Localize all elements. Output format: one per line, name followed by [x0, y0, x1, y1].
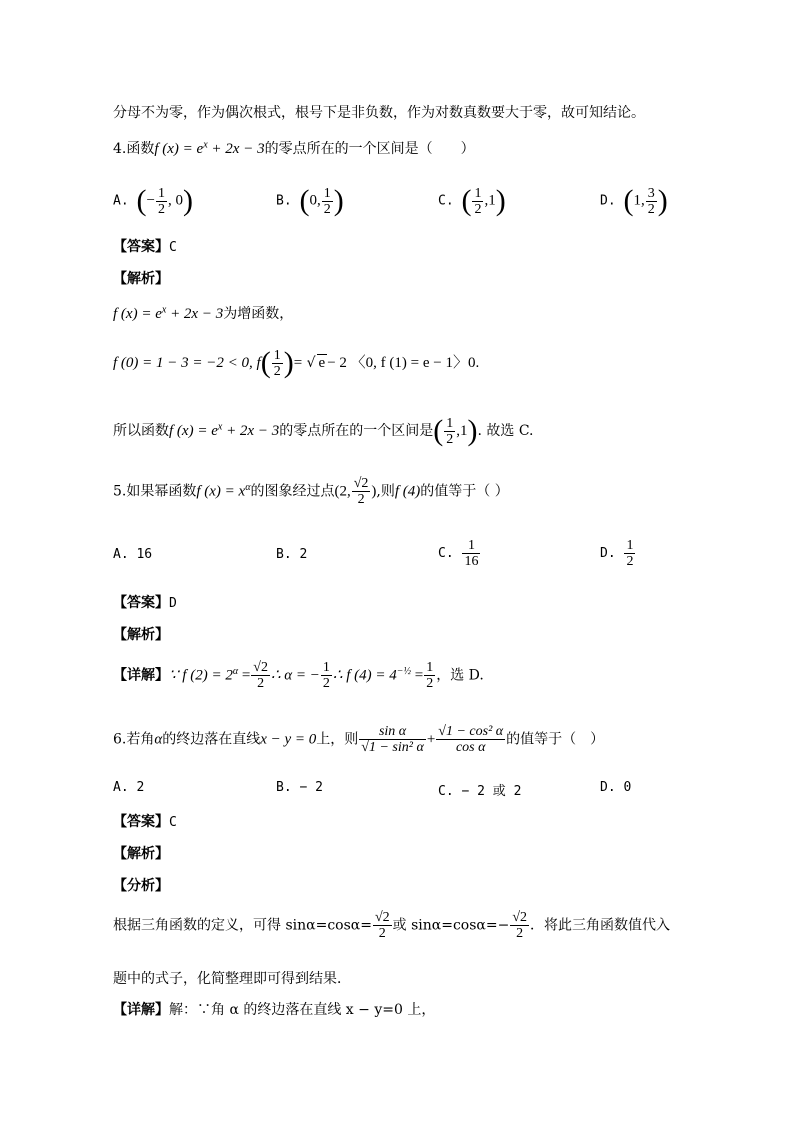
option-label: D.	[600, 193, 616, 209]
q6-option-c: C. − 2 或 2	[438, 784, 522, 799]
q5-option-c: C. $\frac{1}{16}$	[438, 538, 479, 569]
q5-option-a: A. 16	[113, 547, 153, 562]
q4-exponent: x	[203, 139, 208, 151]
fraction: $\frac{1}{2}$	[157, 185, 165, 217]
q4-option-c: C. ( $\frac{1}{2}$ ,1)	[438, 184, 506, 217]
q4-analysis-3: 所以函数f $(x) = e^x + 2x - 3$的零点所在的一个区间是( $\frac{1}{2}$ ,1). 故选 C.	[113, 414, 534, 447]
fraction: $\frac{√2}{2}$	[253, 660, 268, 691]
q6-option-a: A. 2	[113, 780, 145, 795]
q5-option-d: D. $\frac{1}{2}$	[600, 538, 634, 569]
fraction: $\frac{√2}{2}$	[374, 910, 390, 941]
fraction: $\frac{\text{sin α}}{\text{√1 − sin² α}}$	[361, 724, 424, 755]
question-4	[113, 138, 475, 158]
q4-option-d: D. (1, $\frac{3}{2}$ )	[600, 184, 668, 217]
q6-option-b: B. − 2	[276, 780, 323, 795]
option-text: 0,	[309, 192, 321, 209]
fraction: $\frac{1}{2}$	[273, 347, 281, 379]
option-label: A.	[113, 193, 129, 209]
q6-detail: 【详解】解：∵角 α 的终边落在直线 x − y=0 上，	[113, 1002, 436, 1018]
q4-option-a: A. (− $\frac{1}{2}$ , 0)	[113, 184, 193, 217]
fraction: $\frac{1}{2}$	[474, 185, 482, 217]
fraction: $\frac{3}{2}$	[647, 185, 655, 217]
q5-answer: 【答案】D	[113, 595, 177, 611]
fraction: $\frac{√2}{2}$	[512, 910, 528, 941]
q4-option-b: B. (0, $\frac{1}{2}$ )	[276, 184, 344, 217]
fraction: $\frac{1}{2}$	[323, 185, 331, 217]
q4-function: f (x) = e	[154, 141, 204, 157]
q4-answer	[113, 236, 177, 256]
q6-fenxi-line-1: 根据三角函数的定义，可得 sinα=cosα= $\frac{√2}{2}$ 或 sinα=cosα=− $\frac{√2}{2}$ ．将此三角函数值代入	[113, 910, 671, 941]
q4-analysis-tag: 【解析】	[113, 271, 169, 287]
q4-prefix: 4.函数	[113, 141, 155, 157]
q6-option-d: D. 0	[600, 780, 632, 795]
question-5: 5.如果幂函数f $(x) = x^\alpha$的图象经过点(2, $\frac{√2}{2}$ ),则f (4)的值等于（ ）	[113, 476, 509, 507]
option-text: 1,	[633, 192, 645, 209]
q6-analysis-tag: 【解析】	[113, 846, 169, 862]
q4-function-tail: + 2x − 3	[207, 141, 265, 157]
answer-value: C	[169, 240, 177, 255]
q6-fenxi-tag: 【分析】	[113, 878, 169, 894]
fraction: $\frac{1}{2}$	[322, 660, 330, 691]
option-text: , 0	[167, 192, 183, 209]
fraction: $\frac{1}{16}$	[464, 538, 479, 569]
option-label: C.	[438, 193, 454, 209]
answer-tag: 【答案】	[113, 239, 169, 255]
fraction: $\frac{1}{2}$	[426, 660, 434, 691]
fraction: $\frac{1}{2}$	[446, 415, 454, 447]
intro-text: 分母不为零，作为偶次根式，根号下是非负数，作为对数真数要大于零，故可知结论。	[113, 105, 645, 121]
option-text: ,1	[484, 192, 496, 209]
q4-analysis-2: f (0) = 1 − 3 = −2 < 0, f( $\frac{1}{2}$ )= √ e − 2 〈0, f (1) = e − 1〉0.	[113, 346, 480, 379]
q4-suffix: 的零点所在的一个区间是（ ）	[264, 141, 475, 157]
q6-answer: 【答案】C	[113, 814, 177, 830]
option-text: −	[146, 192, 155, 209]
fraction: $\frac{1}{2}$	[626, 538, 634, 569]
question-6: 6.若角α的终边落在直线x − y = 0上，则 $\frac{\text{sin α}}{\text{√1 − sin² α}}$ + $\frac{\text{√1 − cos² α}}{\text{cos α}}$ 的值等于（ ）	[113, 724, 605, 755]
option-label: B.	[276, 193, 292, 209]
fraction: $\frac{\text{√1 − cos² α}}{\text{cos α}}$	[438, 724, 504, 755]
q5-detail: 【详解】∵ f $(2) = 2^\alpha$ = $\frac{√2}{2}$ ∴ α = − $\frac{1}{2}$ ∴ f $(4) = 4^{-\frac{1}{2}}$ = $\frac{1}{2}$ ，选 D.	[113, 660, 484, 691]
q5-option-b: B. 2	[276, 547, 308, 562]
q5-analysis-tag: 【解析】	[113, 627, 169, 643]
fraction: $\frac{√2}{2}$	[353, 476, 369, 507]
q6-fenxi-line-2: 题中的式子，化简整理即可得到结果．	[113, 971, 351, 987]
q4-analysis-1: f $(x) = e^x + 2x - 3$为增函数，	[113, 304, 294, 322]
